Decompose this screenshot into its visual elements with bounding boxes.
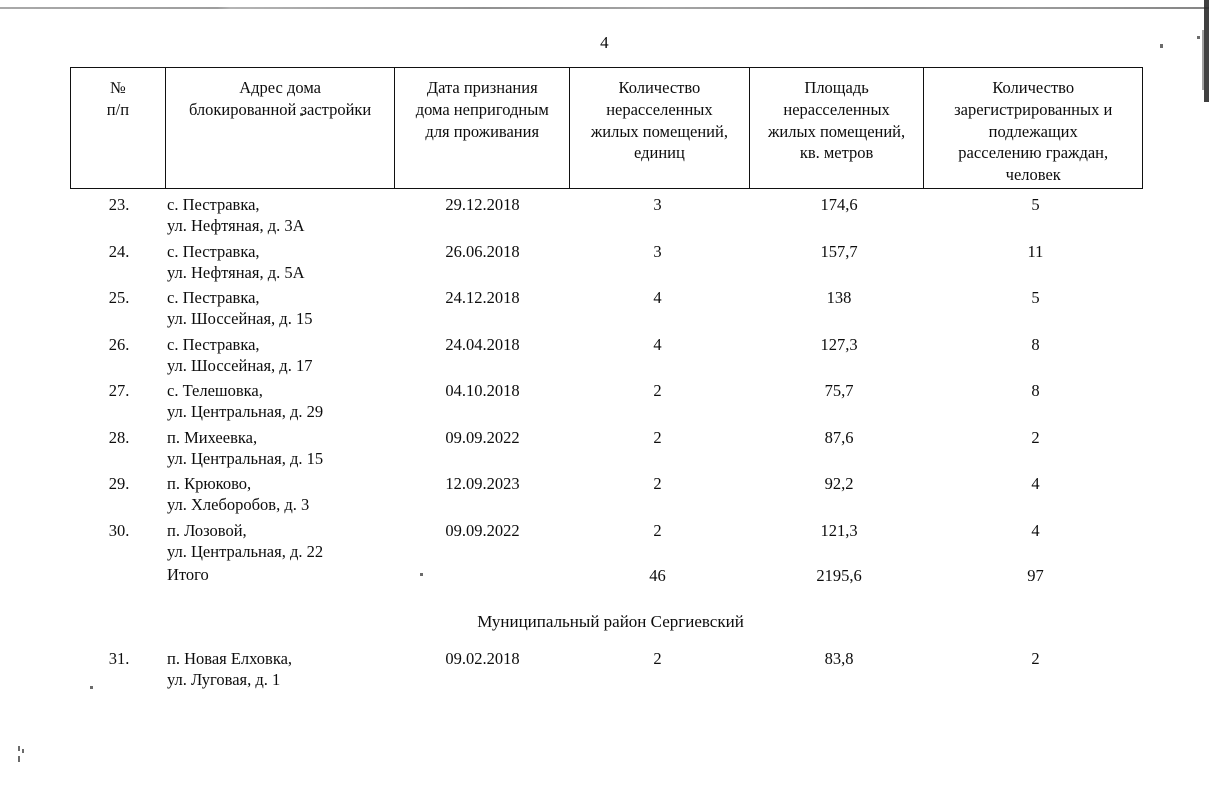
scan-artifact-speck	[22, 749, 24, 753]
section-heading	[0, 612, 1209, 632]
cell-number: 25.	[108, 288, 130, 307]
cell-address-line1: п. Крюково,	[167, 474, 252, 493]
cell-units: 2	[653, 520, 662, 540]
cell-address-line1: с. Пестравка,	[167, 288, 260, 307]
column-header-number	[71, 68, 166, 188]
column-header-persons	[924, 68, 1142, 188]
cell-address-line1: п. Лозовой,	[167, 520, 247, 540]
table-row	[0, 282, 1209, 329]
cell-persons: 5	[1031, 288, 1040, 307]
column-header-line: блокированной застройки	[188, 99, 372, 119]
cell-units: 2	[653, 649, 662, 668]
cell-address-line1: п. Михеевка,	[167, 427, 258, 447]
scan-artifact-speck	[18, 756, 20, 762]
cell-number: 24.	[108, 241, 130, 261]
cell-area: 92,2	[824, 474, 854, 493]
cell-persons: 4	[1031, 520, 1040, 540]
total-area: 2195,6	[816, 566, 862, 585]
cell-number: 31.	[108, 649, 130, 668]
column-header-line: дома непригодным	[415, 99, 549, 119]
scan-artifact-speck	[18, 746, 20, 751]
page-number: 4	[600, 33, 609, 52]
cell-date: 26.06.2018	[445, 241, 520, 261]
column-header-line: №	[110, 78, 126, 97]
cell-units: 4	[653, 334, 662, 354]
cell-number: 28.	[108, 427, 130, 447]
column-header-line: п/п	[106, 99, 130, 119]
cell-area: 83,8	[824, 649, 854, 668]
column-header-line: жилых помещений,	[768, 121, 906, 141]
cell-date: 12.09.2023	[445, 474, 520, 493]
cell-persons: 8	[1031, 381, 1040, 400]
cell-units: 4	[653, 288, 662, 307]
cell-persons: 2	[1031, 649, 1040, 668]
cell-address-line2: ул. Хлеборобов, д. 3	[167, 495, 310, 514]
cell-area: 157,7	[820, 241, 858, 261]
cell-units: 2	[653, 474, 662, 493]
column-header-line: зарегистрированных и	[954, 99, 1113, 119]
cell-address-line1: с. Телешовка,	[167, 381, 263, 400]
column-header-line: Площадь	[804, 78, 869, 97]
cell-persons: 2	[1031, 427, 1040, 447]
cell-number: 30.	[108, 520, 130, 540]
cell-address-line2: ул. Луговая, д. 1	[167, 670, 281, 689]
column-header-line: единиц	[634, 143, 685, 163]
cell-persons: 5	[1031, 195, 1040, 214]
column-header-line: нерасселенных	[783, 99, 890, 119]
cell-address-line1: с. Пестравка,	[167, 334, 260, 354]
column-header-line: Количество	[992, 78, 1075, 97]
cell-units: 3	[653, 241, 662, 261]
cell-date: 09.02.2018	[445, 649, 520, 668]
column-header-line: Адрес дома	[239, 78, 321, 97]
cell-address-line1: п. Новая Елховка,	[167, 649, 293, 668]
cell-date: 09.09.2022	[445, 427, 520, 447]
cell-persons: 4	[1031, 474, 1040, 493]
cell-address-line2: ул. Шоссейная, д. 17	[167, 355, 313, 375]
cell-area: 121,3	[820, 520, 858, 540]
cell-address-line2: ул. Нефтяная, д. 5А	[167, 262, 305, 282]
table-row	[0, 189, 1209, 236]
column-header-line: Количество	[618, 78, 701, 97]
scan-artifact-top-line	[0, 7, 1209, 9]
cell-number: 26.	[108, 334, 130, 354]
column-header-units	[570, 68, 750, 188]
table-row	[0, 515, 1209, 562]
column-header-line: Дата признания	[426, 78, 538, 97]
cell-address-line2: ул. Центральная, д. 22	[167, 541, 324, 561]
column-header-address	[166, 68, 396, 188]
column-header-line: кв. метров	[799, 143, 874, 163]
column-header-date	[395, 68, 570, 188]
column-header-line: жилых помещений,	[590, 121, 728, 141]
cell-persons: 11	[1027, 241, 1044, 261]
cell-number: 29.	[108, 474, 130, 493]
table-body-continued	[0, 643, 1209, 690]
cell-area: 75,7	[824, 381, 854, 400]
section-heading-text: Муниципальный район Сергиевский	[477, 612, 744, 631]
cell-area: 174,6	[820, 195, 858, 214]
cell-units: 3	[653, 195, 662, 214]
cell-persons: 8	[1031, 334, 1040, 354]
table-row	[0, 468, 1209, 515]
column-header-line: нерасселенных	[606, 99, 713, 119]
cell-area: 127,3	[820, 334, 858, 354]
cell-date: 24.04.2018	[445, 334, 520, 354]
cell-area: 87,6	[824, 427, 854, 447]
table-total-row	[0, 560, 1209, 590]
table-row	[0, 236, 1209, 283]
cell-number: 27.	[108, 381, 130, 400]
cell-address-line1: с. Пестравка,	[167, 241, 260, 261]
column-header-area	[750, 68, 925, 188]
table-row	[0, 375, 1209, 422]
total-persons: 97	[1027, 566, 1044, 585]
column-header-line: расселению граждан,	[958, 143, 1109, 163]
cell-address-line2: ул. Центральная, д. 29	[167, 402, 324, 421]
cell-address-line2: ул. Шоссейная, д. 15	[167, 309, 313, 328]
total-units: 46	[649, 566, 666, 585]
column-header-line: для проживания	[425, 121, 540, 141]
cell-area: 138	[826, 288, 852, 307]
cell-address-line2: ул. Центральная, д. 15	[167, 448, 324, 468]
cell-date: 09.09.2022	[445, 520, 520, 540]
cell-address-line1: с. Пестравка,	[167, 195, 260, 214]
cell-address-line2: ул. Нефтяная, д. 3А	[167, 216, 305, 235]
table-header	[70, 67, 1143, 189]
cell-date: 04.10.2018	[445, 381, 520, 400]
cell-units: 2	[653, 381, 662, 400]
cell-date: 29.12.2018	[445, 195, 520, 214]
total-label: Итого	[167, 565, 209, 584]
column-header-line: человек	[1005, 165, 1061, 185]
table-row	[0, 643, 1209, 690]
column-header-line: подлежащих	[988, 121, 1078, 141]
cell-units: 2	[653, 427, 662, 447]
cell-number: 23.	[108, 195, 130, 214]
table-row	[0, 329, 1209, 376]
table-row	[0, 422, 1209, 469]
cell-date: 24.12.2018	[445, 288, 520, 307]
table-body	[0, 189, 1209, 561]
